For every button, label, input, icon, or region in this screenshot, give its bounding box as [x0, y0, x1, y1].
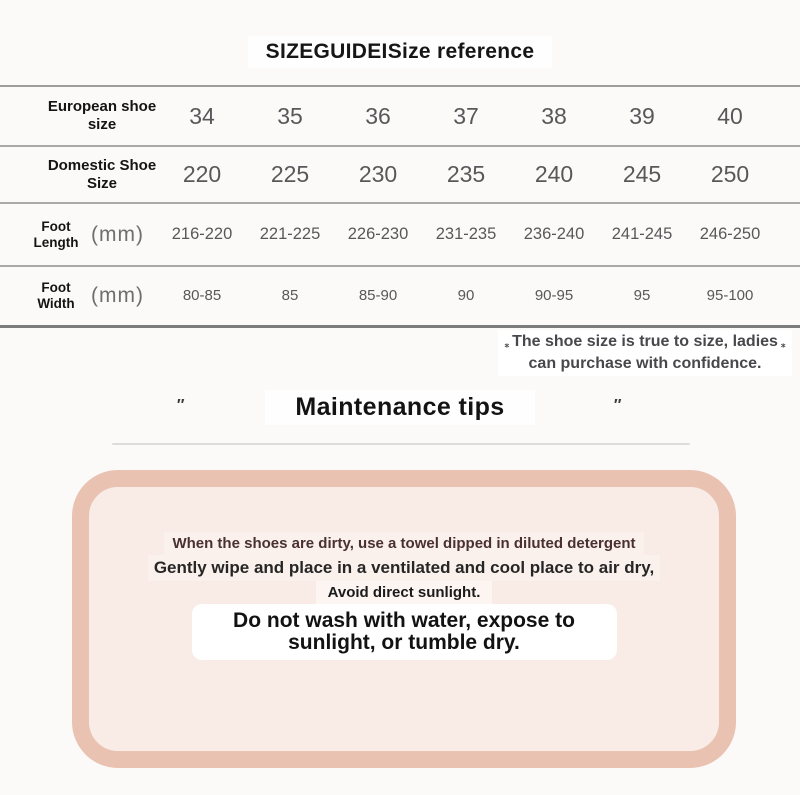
fit-note-line1: The shoe size is true to size, ladies: [512, 333, 778, 350]
section-divider: [112, 443, 690, 445]
row-label: Foot Width: [37, 280, 75, 311]
table-cell: 90-95: [510, 266, 598, 326]
table-cell: 39: [598, 86, 686, 146]
quote-mark-left-icon: ″: [176, 397, 184, 414]
maintenance-heading: [0, 390, 800, 432]
table-cell: 40: [686, 86, 774, 146]
row-label: European shoe size: [47, 98, 157, 133]
table-cell: 235: [422, 146, 510, 203]
table-cell: 245: [598, 146, 686, 203]
table-cell: 38: [510, 86, 598, 146]
table-cell: 36: [334, 86, 422, 146]
care-tip-warning: Do not wash with water, expose to sunlight, or tumble dry.: [89, 604, 719, 660]
table-row-foot-length: [0, 203, 800, 266]
table-cell: 216-220: [158, 203, 246, 266]
table-row-european-size: [0, 86, 800, 146]
maintenance-heading-text: Maintenance tips: [265, 390, 534, 425]
table-cell: 225: [246, 146, 334, 203]
fit-note-line2: can purchase with confidence.: [528, 355, 762, 372]
table-row-domestic-size: [0, 146, 800, 203]
row-unit: (mm): [91, 222, 144, 246]
star-icon: ⁎: [504, 339, 510, 349]
table-cell: 34: [158, 86, 246, 146]
table-cell: 241-245: [598, 203, 686, 266]
care-tip: Gently wipe and place in a ventilated and cool place to air dry,: [89, 555, 719, 581]
table-cell: 80-85: [158, 266, 246, 326]
row-label: Domestic Shoe Size: [47, 156, 157, 192]
size-reference-table: [0, 85, 800, 328]
row-label: Foot Length: [33, 219, 79, 250]
table-cell: 221-225: [246, 203, 334, 266]
care-tip: Avoid direct sunlight.: [89, 581, 719, 604]
table-cell: 35: [246, 86, 334, 146]
fit-note: [498, 330, 792, 376]
care-instructions-box: [72, 470, 736, 768]
table-cell: 95: [598, 266, 686, 326]
table-cell: 250: [686, 146, 774, 203]
row-unit: (mm): [91, 283, 144, 307]
table-cell: 246-250: [686, 203, 774, 266]
table-cell: 226-230: [334, 203, 422, 266]
table-row-foot-width: [0, 266, 800, 326]
table-cell: 230: [334, 146, 422, 203]
table-cell: 85: [246, 266, 334, 326]
care-tip: When the shoes are dirty, use a towel dipped in diluted detergent: [89, 532, 719, 555]
table-cell: 37: [422, 86, 510, 146]
table-cell: 231-235: [422, 203, 510, 266]
quote-mark-right-icon: ″: [613, 397, 621, 414]
table-cell: 240: [510, 146, 598, 203]
star-icon: ⁎: [780, 339, 786, 349]
table-cell: 90: [422, 266, 510, 326]
table-cell: 95-100: [686, 266, 774, 326]
table-cell: 220: [158, 146, 246, 203]
table-cell: 85-90: [334, 266, 422, 326]
page-title: [0, 36, 800, 68]
page-title-text: SIZEGUIDEISize reference: [248, 36, 553, 68]
table-cell: 236-240: [510, 203, 598, 266]
